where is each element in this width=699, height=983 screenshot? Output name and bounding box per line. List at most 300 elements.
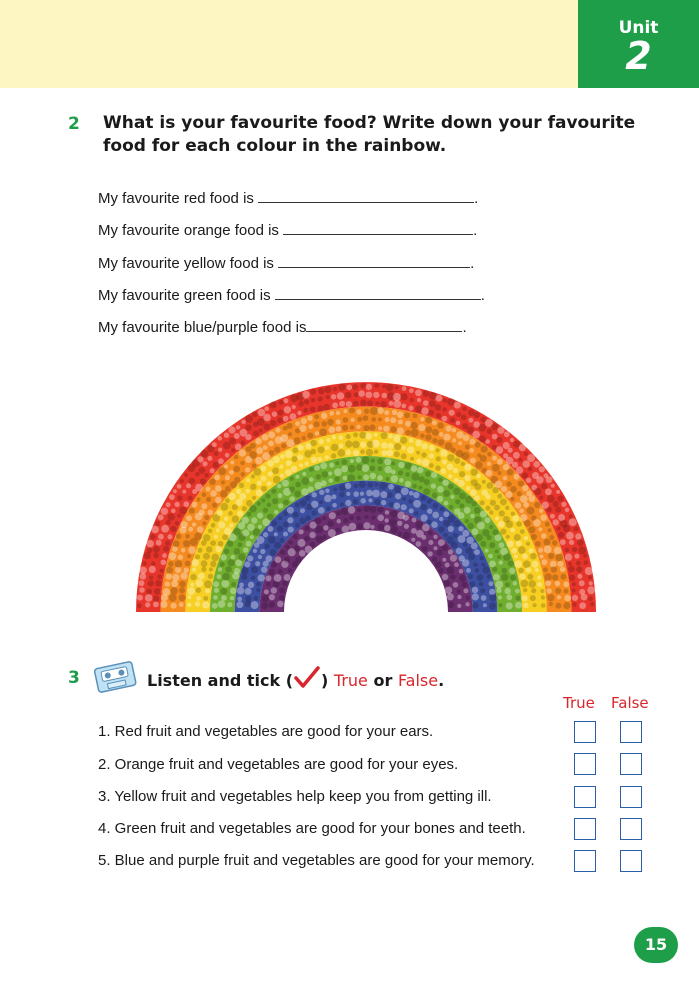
food-item-dot — [224, 549, 230, 555]
food-item-dot — [557, 595, 561, 599]
food-item-dot — [343, 409, 347, 413]
food-item-dot — [535, 541, 541, 547]
food-item-dot — [350, 425, 355, 430]
food-item-dot — [444, 580, 450, 586]
food-item-dot — [533, 603, 537, 607]
food-item-dot — [342, 425, 348, 431]
food-item-dot — [383, 426, 389, 432]
food-item-dot — [474, 495, 479, 500]
food-item-dot — [432, 420, 437, 425]
food-item-dot — [245, 588, 252, 595]
food-item-dot — [438, 478, 442, 482]
food-item-dot — [169, 494, 175, 500]
food-item-dot — [180, 572, 187, 579]
food-item-dot — [403, 532, 411, 540]
food-item-dot — [250, 535, 254, 539]
food-item-dot — [384, 525, 390, 531]
food-item-dot — [310, 389, 316, 395]
food-item-dot — [492, 567, 497, 572]
food-item-dot — [255, 457, 263, 465]
food-item-dot — [459, 569, 464, 574]
false-checkbox-1[interactable] — [620, 721, 642, 743]
food-item-dot — [390, 426, 397, 433]
food-item-dot — [246, 541, 252, 547]
food-item-dot — [277, 526, 283, 532]
food-item-dot — [295, 482, 301, 488]
food-item-dot — [492, 487, 498, 493]
food-item-dot — [428, 410, 434, 416]
food-item-dot — [583, 554, 587, 558]
food-item-dot — [420, 417, 424, 421]
food-item-dot — [269, 569, 275, 575]
food-item-dot — [550, 514, 555, 519]
fill-line-period: . — [480, 287, 485, 304]
food-item-dot — [526, 478, 532, 484]
food-item-dot — [166, 573, 172, 579]
food-item-dot — [202, 521, 206, 525]
food-item-dot — [454, 402, 461, 409]
food-item-dot — [285, 545, 290, 550]
food-item-dot — [557, 527, 561, 531]
food-item-dot — [216, 528, 220, 532]
food-item-dot — [353, 450, 360, 457]
food-item-dot — [279, 538, 284, 543]
food-item-dot — [148, 580, 154, 586]
food-item-dot — [431, 521, 438, 528]
food-item-dot — [322, 471, 329, 478]
food-item-dot — [242, 517, 249, 524]
food-item-dot — [468, 409, 475, 416]
food-item-dot — [280, 434, 288, 442]
food-item-dot — [307, 415, 313, 421]
food-item-dot — [436, 413, 441, 418]
food-item-dot — [234, 548, 241, 555]
food-item-dot — [408, 499, 413, 504]
true-checkbox-4[interactable] — [574, 818, 596, 840]
food-item-dot — [227, 602, 232, 607]
food-item-dot — [474, 507, 481, 514]
food-item-dot — [436, 448, 440, 452]
food-item-dot — [325, 455, 330, 460]
food-item-dot — [315, 517, 322, 524]
answer-blank[interactable] — [283, 220, 473, 235]
food-item-dot — [234, 477, 240, 483]
food-item-dot — [462, 452, 470, 460]
food-item-dot — [280, 454, 285, 459]
food-item-dot — [405, 472, 410, 477]
food-item-dot — [541, 483, 547, 489]
food-item-dot — [282, 480, 289, 487]
food-item-dot — [163, 546, 169, 552]
food-item-dot — [545, 488, 552, 495]
food-item-dot — [511, 548, 517, 554]
food-item-dot — [391, 461, 395, 465]
food-item-dot — [204, 473, 209, 478]
food-item-dot — [177, 484, 182, 489]
true-checkbox-2[interactable] — [574, 753, 596, 775]
food-item-dot — [411, 473, 419, 481]
food-item-dot — [489, 542, 495, 548]
food-item-dot — [291, 466, 298, 473]
food-item-dot — [537, 575, 541, 579]
food-item-dot — [394, 451, 400, 457]
food-item-dot — [329, 512, 336, 519]
food-item-dot — [337, 449, 345, 457]
answer-blank[interactable] — [258, 188, 474, 203]
food-item-dot — [471, 501, 477, 507]
food-item-dot — [322, 535, 327, 540]
true-checkbox-3[interactable] — [574, 786, 596, 808]
food-item-dot — [387, 492, 393, 498]
food-item-dot — [385, 477, 389, 481]
food-item-dot — [447, 567, 455, 575]
food-item-dot — [287, 507, 294, 514]
food-item-dot — [577, 574, 582, 579]
food-item-dot — [340, 502, 344, 506]
food-item-dot — [337, 519, 341, 523]
food-item-dot — [260, 465, 266, 471]
food-item-dot — [280, 474, 284, 478]
food-item-dot — [437, 550, 443, 556]
food-item-dot — [304, 462, 308, 466]
food-item-dot — [574, 527, 579, 532]
food-item-dot — [481, 446, 488, 453]
food-item-dot — [500, 498, 507, 505]
food-item-dot — [546, 507, 552, 513]
food-item-dot — [555, 554, 563, 562]
food-item-dot — [377, 408, 383, 414]
food-item-dot — [343, 417, 349, 423]
food-item-dot — [515, 595, 520, 600]
question-3-number: 3 — [68, 668, 80, 688]
food-item-dot — [331, 453, 336, 458]
food-item-dot — [209, 479, 216, 486]
food-item-dot — [378, 524, 385, 531]
food-item-dot — [155, 521, 160, 526]
food-item-dot — [529, 495, 536, 502]
food-item-dot — [279, 595, 285, 601]
food-item-dot — [565, 508, 570, 513]
food-item-dot — [318, 507, 325, 514]
false-checkbox-5[interactable] — [620, 850, 642, 872]
food-item-dot — [450, 574, 456, 580]
answer-blank[interactable] — [275, 285, 481, 300]
food-item-dot — [438, 439, 445, 446]
food-item-dot — [170, 587, 178, 595]
food-item-dot — [398, 532, 402, 536]
food-item-dot — [461, 462, 466, 467]
food-item-dot — [162, 553, 167, 558]
food-item-dot — [569, 518, 577, 526]
food-item-dot — [206, 487, 211, 492]
food-item-dot — [349, 523, 357, 531]
food-item-dot — [575, 533, 581, 539]
food-item-dot — [328, 427, 335, 434]
food-item-dot — [516, 540, 522, 546]
food-item-dot — [555, 588, 561, 594]
food-item-dot — [280, 549, 286, 555]
food-item-dot — [551, 566, 557, 572]
food-item-dot — [243, 547, 249, 553]
food-item-dot — [328, 520, 334, 526]
false-checkbox-4[interactable] — [620, 818, 642, 840]
food-item-dot — [432, 512, 439, 519]
food-item-dot — [389, 502, 395, 508]
food-item-dot — [462, 406, 467, 411]
food-item-dot — [363, 425, 369, 431]
food-item-dot — [415, 389, 422, 396]
food-item-dot — [475, 442, 481, 448]
question-2-line-2: food for each colour in the rainbow. — [103, 136, 447, 156]
food-item-dot — [557, 561, 563, 567]
food-item-dot — [262, 595, 269, 602]
food-item-dot — [457, 589, 461, 593]
food-item-dot — [220, 490, 227, 497]
food-item-dot — [283, 532, 288, 537]
food-item-dot — [149, 566, 156, 573]
food-item-dot — [577, 539, 584, 546]
food-item-dot — [485, 549, 489, 553]
food-item-dot — [533, 461, 540, 468]
food-item-dot — [462, 530, 469, 537]
food-item-dot — [217, 574, 222, 579]
food-item-dot — [185, 534, 190, 539]
answer-blank[interactable] — [306, 317, 462, 332]
food-item-dot — [461, 415, 467, 421]
food-item-dot — [359, 432, 366, 439]
food-item-dot — [288, 568, 292, 572]
food-item-dot — [236, 601, 243, 608]
food-item-dot — [512, 515, 519, 522]
food-item-dot — [527, 454, 535, 462]
answer-blank[interactable] — [278, 253, 470, 268]
food-item-dot — [522, 595, 528, 601]
food-item-dot — [466, 486, 471, 491]
food-item-dot — [250, 484, 256, 490]
food-item-dot — [289, 496, 295, 502]
food-item-dot — [188, 496, 193, 501]
food-item-dot — [427, 551, 432, 556]
food-item-dot — [440, 507, 445, 512]
food-item-dot — [288, 540, 292, 544]
food-item-dot — [169, 552, 177, 560]
food-item-dot — [388, 484, 394, 490]
food-item-dot — [587, 586, 595, 594]
food-item-dot — [455, 499, 460, 504]
food-item-dot — [272, 412, 277, 417]
food-item-dot — [470, 489, 477, 496]
food-item-dot — [529, 548, 534, 553]
instruction-period: . — [438, 671, 445, 690]
food-item-dot — [502, 568, 508, 574]
food-item-dot — [394, 486, 401, 493]
food-item-dot — [442, 574, 448, 580]
food-item-dot — [372, 490, 380, 498]
food-item-dot — [521, 580, 529, 588]
food-item-dot — [443, 490, 450, 497]
food-item-dot — [402, 386, 407, 391]
food-item-dot — [169, 594, 177, 602]
food-item-dot — [215, 497, 222, 504]
food-item-dot — [465, 547, 472, 554]
food-item-dot — [366, 392, 373, 399]
food-item-dot — [244, 561, 250, 567]
food-item-dot — [505, 588, 511, 594]
food-item-dot — [210, 490, 217, 497]
food-item-dot — [435, 561, 442, 568]
food-item-dot — [476, 474, 481, 479]
food-item-dot — [206, 497, 211, 502]
food-item-dot — [527, 574, 533, 580]
food-item-dot — [324, 495, 332, 503]
unit-number: 2 — [625, 34, 652, 78]
food-item-dot — [507, 540, 514, 547]
food-item-dot — [292, 405, 296, 409]
food-item-dot — [401, 504, 407, 510]
true-checkbox-5[interactable] — [574, 850, 596, 872]
food-item-dot — [392, 410, 397, 415]
food-item-dot — [239, 583, 244, 588]
food-item-dot — [523, 603, 529, 609]
food-item-dot — [158, 534, 164, 540]
food-item-dot — [585, 567, 593, 575]
food-item-dot — [411, 429, 419, 437]
food-item-dot — [382, 384, 386, 388]
food-item-dot — [465, 519, 469, 523]
food-item-dot — [261, 567, 267, 573]
food-item-dot — [225, 498, 230, 503]
food-item-dot — [282, 581, 287, 586]
food-item-dot — [493, 574, 500, 581]
food-item-dot — [175, 560, 182, 567]
food-item-dot — [161, 508, 168, 515]
food-item-dot — [328, 471, 332, 475]
food-item-dot — [264, 589, 269, 594]
food-item-dot — [471, 543, 478, 550]
food-item-dot — [409, 406, 414, 411]
food-item-dot — [181, 521, 188, 528]
food-item-dot — [198, 573, 205, 580]
false-checkbox-2[interactable] — [620, 753, 642, 775]
food-item-dot — [337, 392, 344, 399]
food-item-dot — [367, 482, 373, 488]
food-item-dot — [318, 457, 323, 462]
food-item-dot — [251, 566, 258, 573]
food-item-dot — [202, 601, 209, 608]
food-item-dot — [422, 546, 428, 552]
food-item-dot — [538, 527, 542, 531]
food-item-dot — [224, 433, 229, 438]
food-item-dot — [514, 534, 521, 541]
food-item-dot — [218, 567, 222, 571]
food-item-dot — [283, 416, 289, 422]
food-item-dot — [343, 476, 348, 481]
food-item-dot — [247, 555, 253, 561]
food-item-dot — [323, 404, 330, 411]
food-item-dot — [487, 429, 493, 435]
food-item-dot — [463, 435, 470, 442]
food-item-dot — [147, 540, 154, 547]
food-item-dot — [547, 588, 552, 593]
food-item-dot — [487, 462, 491, 466]
food-item-dot — [374, 433, 378, 437]
food-item-dot — [322, 516, 326, 520]
true-checkbox-1[interactable] — [574, 721, 596, 743]
food-item-dot — [245, 596, 251, 602]
food-item-dot — [336, 419, 341, 424]
food-item-dot — [439, 517, 443, 521]
food-item-dot — [279, 588, 285, 594]
food-item-dot — [292, 456, 298, 462]
food-item-dot — [447, 398, 455, 406]
question-2-text — [103, 112, 635, 158]
food-item-dot — [506, 602, 513, 609]
food-item-dot — [456, 421, 461, 426]
food-item-dot — [204, 515, 209, 520]
food-item-dot — [409, 388, 414, 393]
food-item-dot — [453, 468, 458, 473]
food-item-dot — [508, 560, 514, 566]
food-item-dot — [533, 519, 541, 527]
food-item-dot — [314, 465, 320, 471]
food-item-dot — [278, 516, 282, 520]
food-item-dot — [279, 400, 284, 405]
food-item-dot — [210, 468, 215, 473]
food-item-dot — [230, 461, 234, 465]
food-item-dot — [381, 500, 386, 505]
food-item-dot — [479, 435, 486, 442]
food-item-dot — [211, 554, 219, 562]
food-item-dot — [304, 450, 311, 457]
food-item-dot — [472, 528, 479, 535]
food-item-dot — [393, 435, 401, 443]
food-item-dot — [303, 408, 308, 413]
food-item-dot — [401, 404, 406, 409]
food-item-dot — [468, 553, 475, 560]
food-item-dot — [249, 505, 256, 512]
food-item-dot — [206, 546, 213, 553]
food-item-dot — [249, 451, 257, 459]
food-item-dot — [316, 536, 323, 543]
food-item-dot — [538, 548, 543, 553]
food-item-dot — [239, 483, 244, 488]
food-item-dot — [179, 581, 186, 588]
food-item-dot — [338, 435, 343, 440]
food-item-dot — [487, 535, 492, 540]
food-item-dot — [492, 464, 500, 472]
food-item-dot — [295, 523, 300, 528]
food-item-dot — [310, 440, 317, 447]
food-item-dot — [287, 439, 295, 447]
food-item-dot — [257, 536, 265, 544]
food-item-dot — [302, 436, 306, 440]
food-item-dot — [390, 417, 396, 423]
food-item-dot — [257, 480, 262, 485]
false-checkbox-3[interactable] — [620, 786, 642, 808]
food-item-dot — [241, 441, 246, 446]
food-item-dot — [456, 548, 462, 554]
food-item-dot — [391, 470, 396, 475]
food-item-dot — [448, 526, 454, 532]
food-item-dot — [335, 476, 341, 482]
food-item-dot — [314, 421, 320, 427]
food-item-dot — [195, 554, 200, 559]
food-item-dot — [416, 451, 420, 455]
food-item-dot — [213, 595, 218, 600]
food-item-dot — [283, 398, 288, 403]
food-item-dot — [201, 560, 208, 567]
food-item-dot — [432, 557, 437, 562]
